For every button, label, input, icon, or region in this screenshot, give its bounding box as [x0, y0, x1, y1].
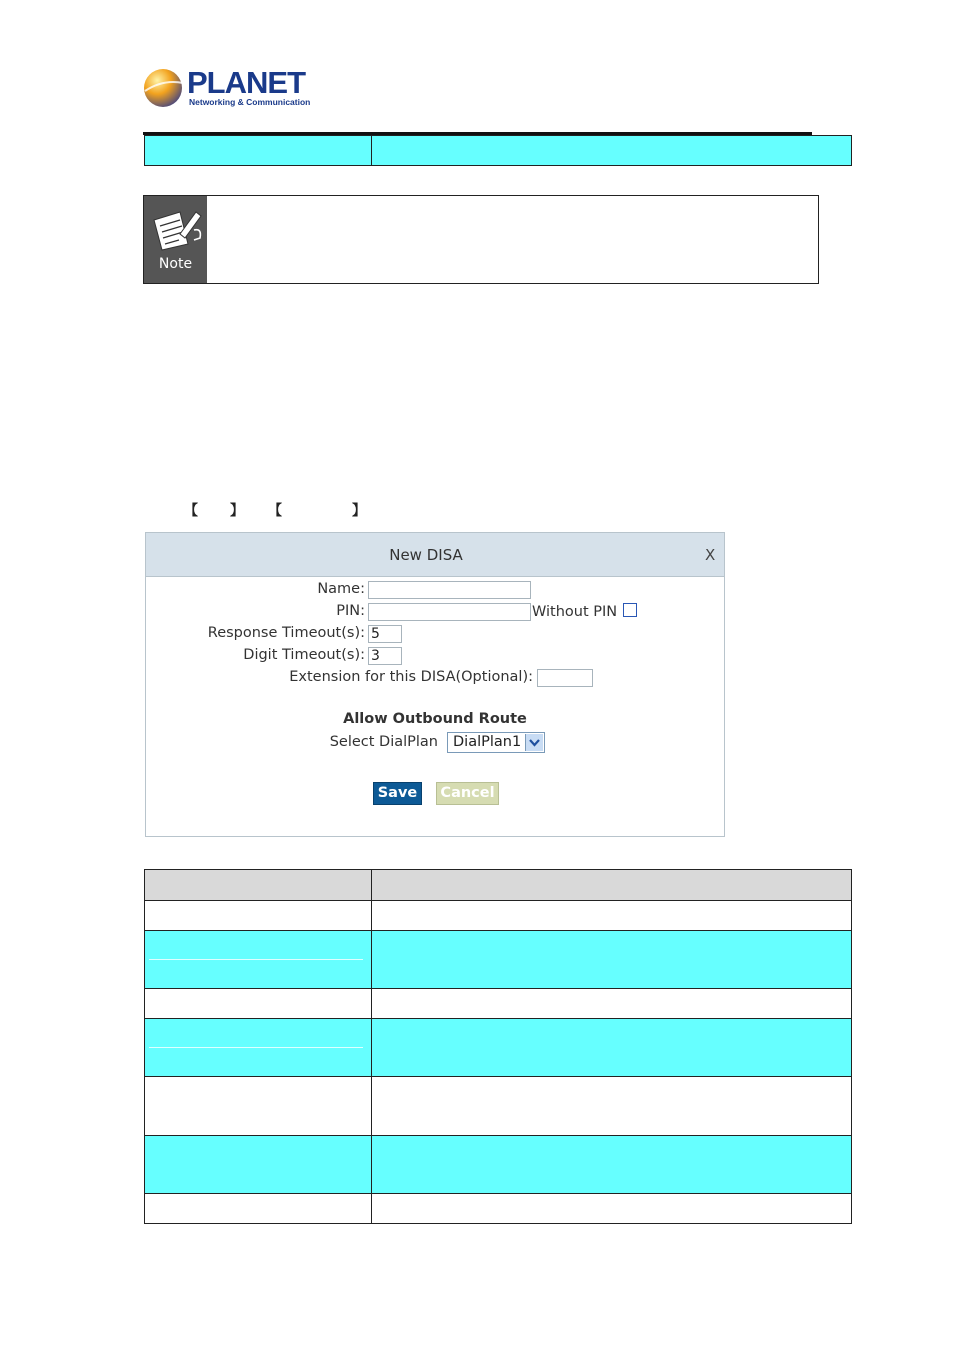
globe-icon: [143, 67, 185, 109]
table-cell: [145, 136, 372, 166]
bracket-open: 【: [184, 503, 198, 519]
parameter-table: [144, 869, 852, 1224]
table-row: [145, 1194, 852, 1224]
note-label: Note: [158, 256, 193, 272]
pin-label: PIN:: [336, 603, 365, 619]
table-cell: [372, 1194, 852, 1224]
table-cell: [372, 1136, 852, 1194]
table-cell: [372, 931, 852, 989]
outbound-route-title: Allow Outbound Route: [343, 711, 527, 727]
table-cell: [372, 989, 852, 1019]
table-cell: [372, 1019, 852, 1077]
logo-wordmark: PLANET: [187, 65, 305, 100]
note-pencil-icon: [150, 206, 204, 252]
table-cell: [145, 989, 372, 1019]
table-cell: [372, 1077, 852, 1136]
without-pin-checkbox[interactable]: [623, 603, 637, 617]
logo-tagline: Networking & Communication: [189, 97, 311, 107]
table-cell: [372, 136, 852, 166]
table-row: [145, 989, 852, 1019]
bracket-close: 】: [352, 503, 366, 519]
extension-input[interactable]: [537, 669, 593, 687]
table-header-cell: [145, 870, 372, 901]
table-row: [145, 1136, 852, 1194]
note-box: [143, 195, 819, 284]
table-cell: [372, 901, 852, 931]
close-icon[interactable]: X: [705, 546, 716, 564]
top-table: [144, 135, 852, 166]
digit-timeout-label: Digit Timeout(s):: [243, 647, 365, 663]
table-cell: [145, 931, 372, 989]
planet-logo: [143, 65, 311, 110]
response-timeout-label: Response Timeout(s):: [207, 625, 365, 641]
dialog-header: [146, 533, 724, 577]
bracket-close: 】: [230, 503, 244, 519]
dialplan-label: Select DialPlan: [329, 734, 438, 750]
table-cell: [145, 1136, 372, 1194]
table-header-cell: [372, 870, 852, 901]
extension-label: Extension for this DISA(Optional):: [289, 669, 533, 685]
bracket-open: 【: [268, 503, 282, 519]
table-row: [145, 931, 852, 989]
save-button[interactable]: Save: [373, 782, 422, 805]
pin-input[interactable]: [368, 603, 531, 621]
table-row: [145, 1019, 852, 1077]
dialog-title: New DISA: [389, 546, 463, 564]
chevron-down-icon: [525, 734, 543, 751]
digit-timeout-input[interactable]: [368, 647, 402, 665]
table-cell: [145, 1019, 372, 1077]
table-row: [145, 901, 852, 931]
table-cell: [145, 901, 372, 931]
dialplan-select[interactable]: [447, 732, 545, 753]
name-input[interactable]: [368, 581, 531, 599]
name-label: Name:: [317, 581, 365, 597]
table-cell: [145, 1194, 372, 1224]
without-pin-label: Without PIN: [532, 604, 618, 620]
table-header-row: [145, 870, 852, 901]
dialplan-selected: DialPlan1: [453, 734, 522, 750]
table-row: [145, 1077, 852, 1136]
new-disa-dialog: [145, 532, 725, 837]
note-badge: [144, 196, 207, 283]
table-row: [145, 136, 852, 166]
cancel-button[interactable]: Cancel: [436, 782, 499, 805]
response-timeout-input[interactable]: [368, 625, 402, 643]
table-cell: [145, 1077, 372, 1136]
